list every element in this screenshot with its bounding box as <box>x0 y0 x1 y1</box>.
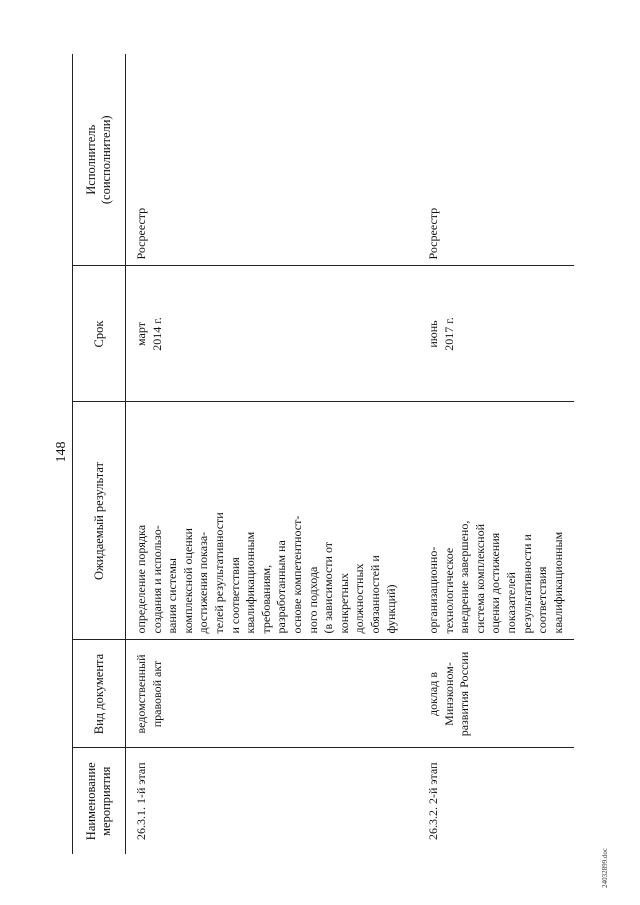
document-id-text: 24032899.doc <box>601 848 609 888</box>
cell-term: март 2014 г. <box>126 266 419 402</box>
header-term: Срок <box>73 266 126 402</box>
header-name: Наименование мероприятия <box>73 748 126 854</box>
cell-expected-result: организационно- технологическое внедрение завершено, система комплексной оценки достижения показателей результативности и соответствия квалификационным <box>418 402 574 640</box>
header-executor: Исполнитель (соисполнители) <box>73 54 126 266</box>
page-number-text: 148 <box>54 441 69 463</box>
cell-expected-result: определение порядка создания и использо- вания системы комплексной оценки достижения показа- телей результативности и соответствия квалификационным требованиям, разработанным на основе компетентност- ного подхода (в зависимости от конкретных должностных обязанностей и функций) <box>126 402 419 640</box>
header-doc-type: Вид документа <box>73 640 126 748</box>
cell-executor: Росреестр <box>126 54 419 266</box>
table-row <box>126 54 419 854</box>
table-header-row <box>73 54 126 854</box>
cell-doc-type: ведомственный правовой акт <box>126 640 419 748</box>
cell-name: 26.3.1. 1-й этап <box>134 762 148 841</box>
cell-name: 26.3.2. 2-й этап <box>426 762 440 841</box>
cell-doc-type: доклад в Минэконом- развития России <box>418 640 574 748</box>
cell-term: июнь 2017 г. <box>418 266 574 402</box>
measures-table <box>72 54 574 854</box>
cell-executor: Росреестр <box>418 54 574 266</box>
header-expected-result: Ожидаемый результат <box>73 402 126 640</box>
table-row <box>418 54 574 854</box>
rotated-table-container <box>72 54 567 854</box>
